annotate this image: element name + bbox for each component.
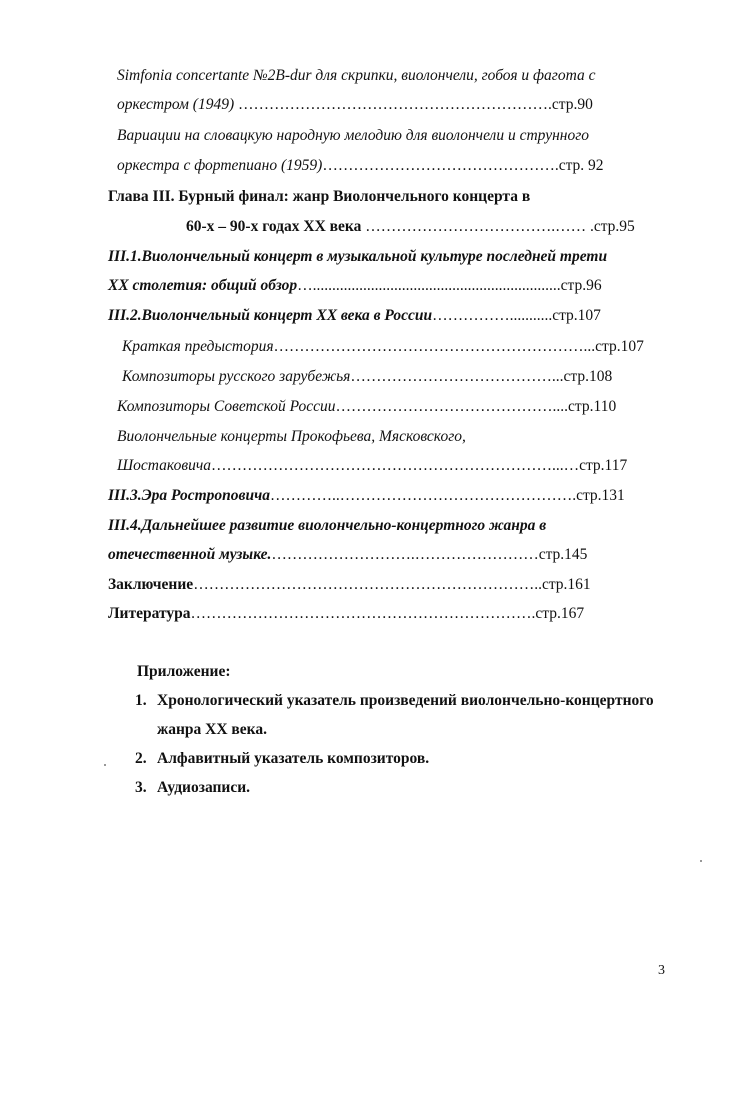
toc-sub-koncerty-line2: Шостаковича…………………………………………………………...…стр.117 — [117, 457, 628, 474]
page-ref: стр. 92 — [558, 157, 604, 174]
toc-entry-variacii-line2: оркестра с фортепиано (1959)……………………………………….стр. 92 — [117, 157, 604, 174]
leader-dots: …………………………………... — [350, 368, 564, 385]
toc-conclusion: Заключение…………………………………………………………..стр.161 — [108, 576, 591, 593]
toc-chapter-3-line1: Глава III. Бурный финал: жанр Виолончельного концерта в — [108, 188, 531, 205]
page-ref: стр.131 — [576, 487, 625, 504]
appendix-item-number: 3. — [135, 779, 147, 796]
toc-section-3-2: III.2.Виолончельный концерт XX века в России……………...........стр.107 — [108, 307, 601, 324]
page-ref: стр.117 — [579, 457, 628, 474]
appendix-item-3: Аудиозаписи. — [157, 779, 251, 796]
leader-dots: …................................................................ — [297, 277, 561, 294]
page-ref: стр.107 — [552, 307, 601, 324]
page-ref: стр.90 — [551, 96, 593, 113]
page-ref: стр.161 — [541, 576, 591, 593]
toc-section-3-3: III.3.Эра Ростроповича…………..……………………………………….стр.131 — [108, 487, 625, 504]
leader-dots: ……………………….…………………… — [271, 546, 539, 563]
page-ref: стр.108 — [563, 368, 613, 385]
toc-sub-zarubezhye: Композиторы русского зарубежья…………………………………...стр.108 — [122, 368, 613, 385]
toc-section-3-4-line1: III.4.Дальнейшее развитие виолончельно-концертного жанра в — [108, 517, 547, 534]
appendix-item-number: 1. — [135, 692, 147, 709]
scan-speck — [700, 860, 702, 862]
toc-section-3-1-line2: XX столетия: общий обзор…................................................................стр.96 — [108, 277, 602, 294]
appendix-item-1-line1: Хронологический указатель произведений виолончельно-концертного — [157, 692, 654, 709]
leader-dots: ……………........... — [432, 307, 553, 324]
appendix-title: Приложение: — [137, 663, 231, 680]
page-ref: стр.110 — [568, 398, 617, 415]
toc-literature: Литература………………………………………………………….стр.167 — [108, 605, 585, 622]
page-ref: стр.95 — [593, 218, 635, 235]
toc-section-3-4-line2: отечественной музыке.……………………….……………………стр.145 — [108, 546, 588, 563]
leader-dots: ……………………………………………………. — [238, 96, 552, 113]
page-ref: стр.167 — [535, 605, 585, 622]
page-ref: стр.145 — [538, 546, 588, 563]
leader-dots: …………………………………………………………. — [190, 605, 536, 622]
leader-dots: ……………………………………………………... — [273, 338, 596, 355]
page-number: 3 — [658, 963, 665, 978]
leader-dots: ……………………………….…… . — [365, 218, 594, 235]
toc-entry-simfonia-line1: Simfonia concertante №2B-dur для скрипки, виолончели, гобоя и фагота с — [117, 67, 596, 84]
leader-dots: …………………………………………………………...… — [210, 457, 580, 474]
toc-sub-koncerty-line1: Виолончельные концерты Прокофьева, Мясковского, — [117, 428, 466, 445]
toc-entry-variacii-line1: Вариации на словацкую народную мелодию для виолончели и струнного — [117, 127, 589, 144]
toc-sub-predystoriya: Краткая предыстория……………………………………………………...стр.107 — [122, 338, 644, 355]
appendix-item-number: 2. — [135, 750, 147, 767]
page-ref: стр.96 — [560, 277, 602, 294]
toc-sub-sovetskaya: Композиторы Советской России……………………………………....стр.110 — [117, 398, 617, 415]
toc-chapter-3-line2: 60-х – 90-х годах XX века ……………………………….…… .стр.95 — [186, 218, 635, 235]
scan-speck — [104, 764, 106, 766]
appendix-item-2: Алфавитный указатель композиторов. — [157, 750, 430, 767]
leader-dots: …………..………………………………………. — [269, 487, 577, 504]
toc-entry-simfonia-line2: оркестром (1949) …………………………………………………….стр.90 — [117, 96, 593, 113]
toc-section-3-1-line1: III.1.Виолончельный концерт в музыкальной культуре последней трети — [108, 248, 608, 265]
leader-dots: …………………………………….... — [335, 398, 569, 415]
page-ref: стр.107 — [595, 338, 644, 355]
leader-dots: ………………………………………. — [322, 157, 559, 174]
leader-dots: ………………………………………………………….. — [193, 576, 542, 593]
appendix-item-1-line2: жанра XX века. — [157, 721, 267, 738]
